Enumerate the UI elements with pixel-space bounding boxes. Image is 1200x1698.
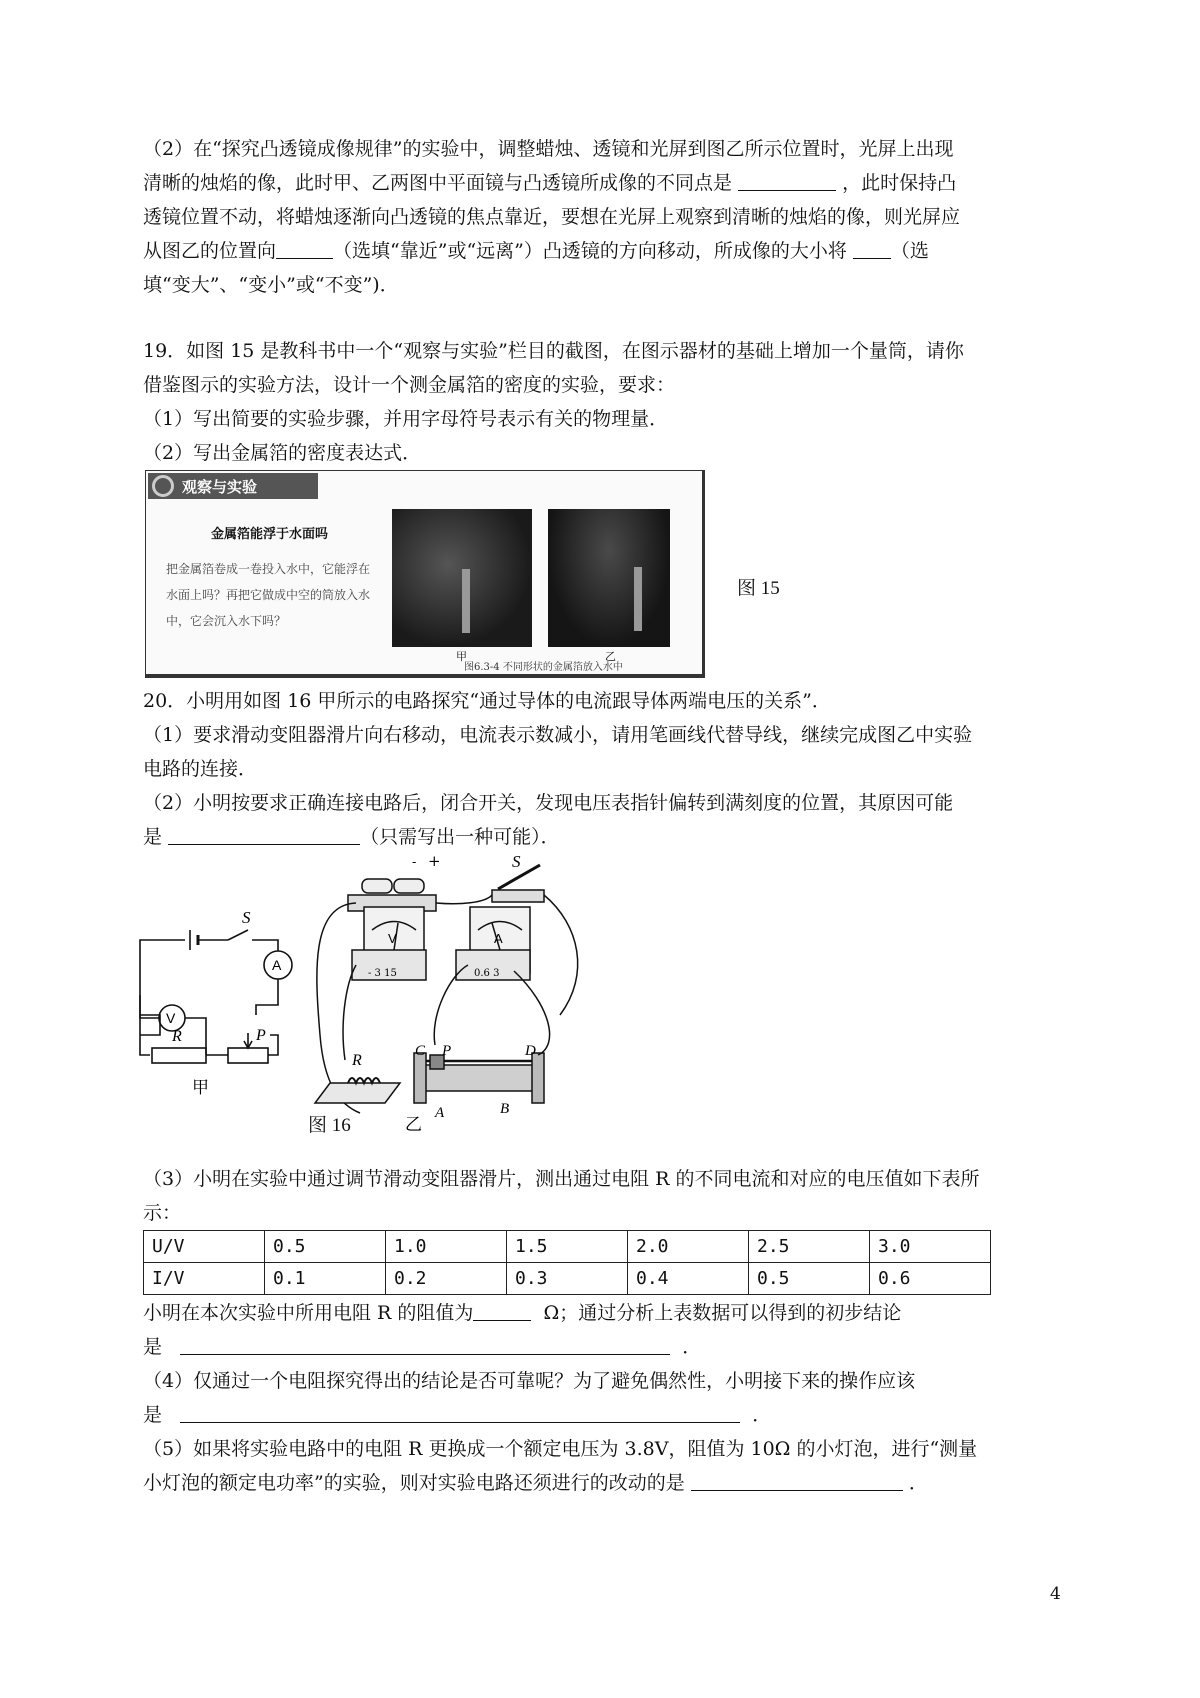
answer-blank[interactable] [180, 1400, 740, 1423]
label-yi: 乙 [405, 1115, 422, 1135]
wire [436, 895, 492, 904]
table-cell: 1.0 [386, 1231, 507, 1263]
q20-part3-line1: （3）小明在实验中通过调节滑动变阻器滑片，测出通过电阻 R 的不同电流和对应的电压值如下表所 [143, 1168, 980, 1190]
q18-part2-line5: 填“变大”、“变小”或“不变”)． [143, 274, 399, 296]
wire [544, 895, 578, 1015]
wire [268, 1035, 278, 1055]
voltmeter-label: V [166, 1010, 176, 1026]
table-cell: 0.3 [507, 1263, 628, 1295]
table-row-current [144, 1263, 991, 1295]
apparatus-yi [315, 865, 578, 1113]
table-cell: U/V [144, 1231, 265, 1263]
label-yi: 乙 [605, 650, 616, 663]
ammeter-label: A [494, 931, 503, 946]
text: 是 [143, 1336, 163, 1358]
subtitle: 金属箔能浮于水面吗 [211, 527, 329, 542]
text: （只需写出一种可能）． [360, 826, 560, 848]
q19-line2: 借鉴图示的实验方法，设计一个测金属箔的密度的实验，要求： [143, 374, 676, 396]
terminal-b-label: B [500, 1101, 510, 1117]
text: Ω；通过分析上表数据可以得到的初步结论 [543, 1302, 902, 1324]
q20-part1-line1: （1）要求滑动变阻器滑片向右移动，电流表示数减小，请用笔画线代替导线，继续完成图乙中实验 [143, 724, 973, 746]
q18-part2-line2 [143, 166, 1073, 200]
switch-blade [228, 930, 248, 940]
q20-part1-line2: 电路的连接． [143, 758, 258, 780]
wire [317, 903, 360, 1113]
q20-part2-line2 [143, 820, 1073, 854]
answer-blank[interactable] [180, 1332, 670, 1355]
switch-base [492, 890, 544, 902]
slider-label: P [442, 1043, 452, 1059]
figure-15-label: 图 15 [737, 578, 780, 599]
terminal-c-label: C [415, 1043, 426, 1059]
terminal-d-label: D [525, 1043, 536, 1059]
table-cell: 2.0 [628, 1231, 749, 1263]
schematic-jia [140, 930, 292, 1063]
resistor-symbol [152, 1048, 206, 1063]
battery-cell [394, 879, 424, 893]
q20-part5-line1: （5）如果将实验电路中的电阻 R 更换成一个额定电压为 3.8V，阻值为 10Ω 的小灯泡，进行“测量 [143, 1438, 978, 1460]
answer-blank[interactable] [853, 236, 891, 259]
text: ，此时保持凸 [842, 172, 957, 194]
table-cell: 0.4 [628, 1263, 749, 1295]
slider-label: P [256, 1027, 266, 1044]
table-cell: 0.5 [749, 1263, 870, 1295]
switch-label: S [242, 908, 251, 927]
battery-plus: + [428, 855, 441, 870]
text: ． [752, 1404, 772, 1426]
rheostat-end [532, 1053, 544, 1103]
text: 小灯泡的额定电功率”的实验，则对实验电路还须进行的改动的是 [143, 1472, 685, 1494]
table-cell: 3.0 [870, 1231, 991, 1263]
figure-15-textbook-excerpt [145, 470, 705, 678]
terminal-a-label: A [435, 1105, 445, 1121]
q20-part5-line2 [143, 1466, 1073, 1500]
q19-line3: （1）写出简要的实验步骤，并用字母符号表示有关的物理量． [143, 408, 669, 430]
table-cell: 0.2 [386, 1263, 507, 1295]
text: 是 [143, 1404, 163, 1426]
text: （选填“靠近”或“远离”）凸透镜的方向移动，所成像的大小将 [333, 240, 847, 262]
rheostat-end [414, 1053, 426, 1103]
photo-b [548, 509, 670, 647]
table-cell: 2.5 [749, 1231, 870, 1263]
table-cell: I/V [144, 1263, 265, 1295]
table-cell: 0.5 [265, 1231, 386, 1263]
text: ． [908, 1472, 928, 1494]
q19-line1: 19．如图 15 是教科书中一个“观察与实验”栏目的截图，在图示器材的基础上增加一个量筒，请你 [143, 340, 964, 362]
answer-blank[interactable] [276, 236, 333, 259]
answer-blank[interactable] [691, 1468, 903, 1491]
text: 清晰的烛焰的像，此时甲、乙两图中平面镜与凸透镜所成像的不同点是 [143, 172, 733, 194]
battery-minus: - [412, 855, 417, 870]
q18-part2-line4 [143, 234, 1073, 268]
foil-image [462, 569, 470, 633]
wire [256, 979, 278, 1015]
wire [185, 1018, 206, 1055]
page-number: 4 [1050, 1584, 1061, 1604]
answer-blank[interactable] [738, 168, 836, 191]
ammeter-terminals: 0.6 3 [474, 968, 500, 979]
q20-part4-line1: （4）仅通过一个电阻探究得出的结论是否可靠呢？为了避免偶然性，小明接下来的操作应该 [143, 1370, 916, 1392]
switch-label: S [512, 855, 521, 871]
voltmeter-label: V [388, 931, 397, 946]
q20-part3-line4 [143, 1330, 1073, 1364]
q20-part4-line2 [143, 1398, 1073, 1432]
text: 小明在本次实验中所用电阻 R 的阻值为 [143, 1302, 474, 1324]
resistor-label: R [352, 1052, 362, 1069]
ammeter-label: A [272, 957, 282, 973]
table-cell: 0.1 [265, 1263, 386, 1295]
text: ． [682, 1336, 702, 1358]
battery-cell [362, 879, 392, 893]
q18-part2-line1: （2）在“探究凸透镜成像规律”的实验中，调整蜡烛、透镜和光屏到图乙所示位置时，光屏上出现 [143, 138, 954, 160]
answer-blank[interactable] [473, 1298, 531, 1321]
resistor-label: R [172, 1028, 182, 1045]
table-cell: 0.6 [870, 1263, 991, 1295]
label-jia: 甲 [192, 1078, 209, 1098]
magnifier-icon [152, 475, 174, 497]
excerpt-text: 把金属箔卷成一卷投入水中，它能浮在水面上吗？再把它做成中空的筒放入水中，它会沉入水下吗？ [166, 562, 371, 628]
photo-caption: 图6.3-4 不同形状的金属箔放入水中 [464, 662, 623, 673]
header-text: 观察与实验 [182, 478, 258, 496]
q20-line1: 20．小明用如图 16 甲所示的电路探究“通过导体的电流跟导体两端电压的关系”． [143, 690, 831, 712]
voltmeter-terminals: - 3 15 [368, 968, 397, 979]
rheostat-symbol [228, 1048, 268, 1063]
foil-image [634, 567, 642, 631]
q19-line4: （2）写出金属箔的密度表达式． [143, 442, 422, 464]
table-row-voltage [144, 1231, 991, 1263]
text: （选 [890, 240, 929, 262]
text: 从图乙的位置向 [143, 240, 277, 262]
q20-part3-line3 [143, 1296, 1073, 1330]
q20-part3-line2: 示： [143, 1202, 182, 1224]
text: 是 [143, 826, 163, 848]
label-jia: 甲 [456, 650, 467, 663]
table-cell: 1.5 [507, 1231, 628, 1263]
resistor-board [315, 1083, 400, 1103]
wire [252, 940, 278, 951]
q20-part2-line1: （2）小明按要求正确连接电路后，闭合开关，发现电压表指针偏转到满刻度的位置，其原因可能 [143, 792, 954, 814]
figure-16-circuits [130, 855, 650, 1135]
q18-part2-line3: 透镜位置不动，将蜡烛逐渐向凸透镜的焦点靠近，要想在光屏上观察到清晰的烛焰的像，则光屏应 [143, 206, 961, 228]
figure-16-label: 图 16 [308, 1115, 351, 1136]
answer-blank[interactable] [168, 822, 360, 845]
data-table [143, 1230, 991, 1295]
photo-a [392, 509, 532, 647]
